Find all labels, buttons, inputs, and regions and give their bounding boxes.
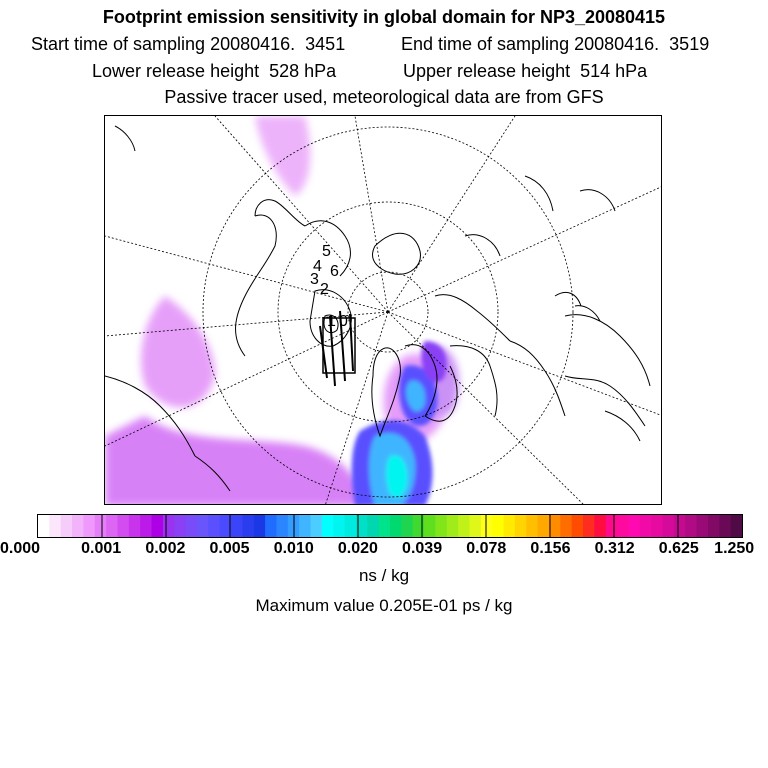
colorbar-segment (617, 515, 629, 537)
day-label-5: 5 (322, 243, 331, 260)
colorbar-segment (504, 515, 516, 537)
max-value-label: Maximum value 0.205E-01 ps / kg (255, 596, 513, 615)
colorbar-segment (390, 515, 402, 537)
colorbar-tick-label: 0.005 (209, 540, 250, 557)
colorbar-segment (38, 515, 50, 537)
colorbar-segment (447, 515, 459, 537)
colorbar-segment (197, 515, 209, 537)
colorbar-tick-label: 0.002 (145, 540, 186, 557)
colorbar-segment (95, 515, 107, 537)
colorbar-segment (140, 515, 152, 537)
colorbar-segment (333, 515, 345, 537)
colorbar-segment (663, 515, 675, 537)
colorbar-segment (117, 515, 129, 537)
colorbar-segment (424, 515, 436, 537)
colorbar-segment (163, 515, 175, 537)
colorbar-segment (492, 515, 504, 537)
colorbar-segment (481, 515, 493, 537)
day-label-4: 4 (313, 258, 322, 275)
colorbar-segment (265, 515, 277, 537)
colorbar-segment (469, 515, 481, 537)
chart-title: Footprint emission sensitivity in global domain for NP3_20080415 (102, 7, 666, 27)
colorbar-tick-label: 0.010 (273, 540, 314, 557)
colorbar-tick-label: 0.001 (81, 540, 122, 557)
units-label: ns / kg (358, 566, 410, 585)
colorbar-tick-label: 0.020 (337, 540, 378, 557)
colorbar-tick-label: 0.625 (658, 540, 699, 557)
colorbar-segment (379, 515, 391, 537)
upper-release-label: Upper release height 514 hPa (403, 61, 648, 81)
colorbar-segment (458, 515, 470, 537)
colorbar-tick-label: 0.000 (0, 540, 41, 557)
colorbar-segment (594, 515, 606, 537)
end-time-label: End time of sampling 20080416. 3519 (401, 34, 710, 54)
colorbar-segment (311, 515, 323, 537)
colorbar-segment (208, 515, 220, 537)
colorbar-segment (401, 515, 413, 537)
day-label-2: 2 (320, 281, 329, 298)
colorbar (37, 514, 743, 538)
colorbar-tick-label: 0.156 (530, 540, 571, 557)
colorbar-segment (231, 515, 243, 537)
colorbar-segment (526, 515, 538, 537)
tracer-note: Passive tracer used, meteorological data are from GFS (164, 87, 604, 107)
colorbar-segment (276, 515, 288, 537)
colorbar-tick-label: 1.250 (714, 540, 755, 557)
colorbar-segment (299, 515, 311, 537)
colorbar-segment (685, 515, 697, 537)
start-time-label: Start time of sampling 20080416. 3451 (31, 34, 346, 54)
colorbar-segment (708, 515, 720, 537)
colorbar-segment (651, 515, 663, 537)
colorbar-segment (731, 515, 743, 537)
sensitivity-field (105, 116, 459, 505)
day-label-6: 6 (330, 263, 339, 280)
colorbar-segment (242, 515, 254, 537)
colorbar-segment (560, 515, 572, 537)
colorbar-segment (538, 515, 550, 537)
colorbar-segment (367, 515, 379, 537)
colorbar-segment (640, 515, 652, 537)
colorbar-segment (49, 515, 61, 537)
colorbar-segment (254, 515, 266, 537)
colorbar-segment (413, 515, 425, 537)
colorbar-segment (719, 515, 731, 537)
colorbar-segment (61, 515, 73, 537)
day-markers (310, 243, 348, 330)
colorbar-segment (129, 515, 141, 537)
colorbar-segment (583, 515, 595, 537)
colorbar-tick-label: 0.078 (466, 540, 507, 557)
colorbar-segment (72, 515, 84, 537)
colorbar-segment (572, 515, 584, 537)
day-label-1: 1 (327, 313, 336, 330)
colorbar-segment (515, 515, 527, 537)
colorbar-segment (674, 515, 686, 537)
day-label-3: 3 (310, 271, 319, 288)
colorbar-segment (152, 515, 164, 537)
colorbar-segment (106, 515, 118, 537)
colorbar-segment (174, 515, 186, 537)
polar-map (105, 116, 662, 505)
colorbar-segment (606, 515, 618, 537)
colorbar-segment (186, 515, 198, 537)
colorbar-tick-label: 0.039 (402, 540, 443, 557)
colorbar-segment (345, 515, 357, 537)
colorbar-segment (322, 515, 334, 537)
colorbar-segment (628, 515, 640, 537)
colorbar-segment (549, 515, 561, 537)
colorbar-segment (83, 515, 95, 537)
colorbar-tick-label: 0.312 (594, 540, 635, 557)
colorbar-segment (435, 515, 447, 537)
day-label-0: 0 (339, 313, 348, 330)
map-panel (104, 115, 662, 505)
lower-release-label: Lower release height 528 hPa (92, 61, 337, 81)
colorbar-segment (697, 515, 709, 537)
